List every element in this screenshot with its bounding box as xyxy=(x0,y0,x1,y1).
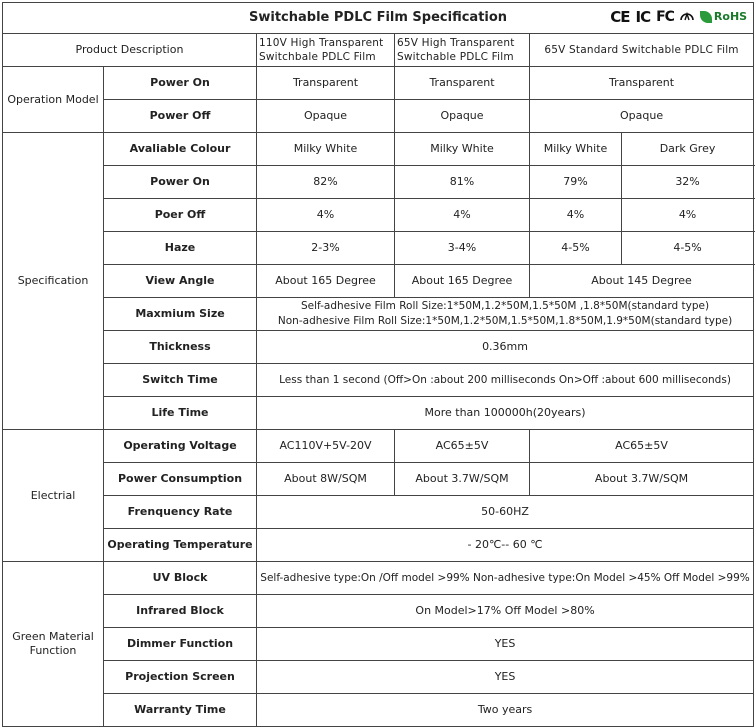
row-label: Thickness xyxy=(104,331,257,364)
fc-mark: FC xyxy=(656,9,674,25)
table-cell: 32% xyxy=(622,166,754,199)
certification-logos xyxy=(610,9,747,25)
category-green-material: Green Material Function xyxy=(3,562,104,727)
table-cell: 82% xyxy=(257,166,395,199)
product-col-65v-standard: 65V Standard Switchable PDLC Film xyxy=(530,34,754,67)
table-cell: AC110V+5V-20V xyxy=(257,430,395,463)
category-operation-model: Operation Model xyxy=(3,67,104,133)
row-label: Warranty Time xyxy=(104,694,257,727)
table-cell: On Model>17% Off Model >80% xyxy=(257,595,754,628)
rcm-icon xyxy=(680,9,694,21)
row-label: Projection Screen xyxy=(104,661,257,694)
table-cell: About 3.7W/SQM xyxy=(530,463,754,496)
row-label: Power On xyxy=(104,166,257,199)
table-cell: Transparent xyxy=(257,67,395,100)
row-label: View Angle xyxy=(104,265,257,298)
table-cell: YES xyxy=(257,661,754,694)
row-label: Avaliable Colour xyxy=(104,133,257,166)
category-electrial: Electrial xyxy=(3,430,104,562)
table-cell: More than 100000h(20years) xyxy=(257,397,754,430)
table-cell: Two years xyxy=(257,694,754,727)
page-title: Switchable PDLC Film Specification xyxy=(249,10,508,25)
row-label: Switch Time xyxy=(104,364,257,397)
rohs-mark xyxy=(700,10,747,24)
ce-mark: CE xyxy=(610,8,630,26)
leaf-icon xyxy=(700,11,712,23)
table-cell: AC65±5V xyxy=(530,430,754,463)
table-cell: 50-60HZ xyxy=(257,496,754,529)
table-cell: Self-adhesive type:On /Off model >99% Non-adhesive type:On Model >45% Off Model >99% xyxy=(257,562,754,595)
table-cell: 4% xyxy=(395,199,530,232)
product-description-header: Product Description xyxy=(3,34,257,67)
table-cell: About 3.7W/SQM xyxy=(395,463,530,496)
category-specification: Specification xyxy=(3,133,104,430)
title-cell xyxy=(3,3,754,34)
ic-mark: IC xyxy=(635,8,651,26)
table-cell: About 165 Degree xyxy=(257,265,395,298)
row-label: Frenquency Rate xyxy=(104,496,257,529)
table-cell: 79% xyxy=(530,166,622,199)
table-cell: Opaque xyxy=(257,100,395,133)
row-label: Haze xyxy=(104,232,257,265)
table-cell: YES xyxy=(257,628,754,661)
row-label: Infrared Block xyxy=(104,595,257,628)
table-cell: AC65±5V xyxy=(395,430,530,463)
table-cell: Transparent xyxy=(530,67,754,100)
table-cell: Milky White xyxy=(530,133,622,166)
max-size-non-adhesive: Non-adhesive Film Roll Size:1*50M,1.2*50M,1.5*50M,1.8*50M,1.9*50M(standard type) xyxy=(277,315,733,327)
row-label: UV Block xyxy=(104,562,257,595)
row-label: Power On xyxy=(104,67,257,100)
table-cell: Dark Grey xyxy=(622,133,754,166)
max-size-cell xyxy=(257,298,754,331)
row-label: Life Time xyxy=(104,397,257,430)
row-label: Power Off xyxy=(104,100,257,133)
max-size-self-adhesive: Self-adhesive Film Roll Size:1*50M,1.2*50M,1.5*50M ,1.8*50M(standard type) xyxy=(300,300,710,312)
table-cell: Less than 1 second (Off>On :about 200 milliseconds On>Off :about 600 milliseconds) xyxy=(257,364,754,397)
table-cell: 4% xyxy=(530,199,622,232)
table-cell: Milky White xyxy=(395,133,530,166)
table-cell: About 145 Degree xyxy=(530,265,754,298)
row-label: Operating Temperature xyxy=(104,529,257,562)
table-cell: About 165 Degree xyxy=(395,265,530,298)
table-cell: 3-4% xyxy=(395,232,530,265)
table-cell: Milky White xyxy=(257,133,395,166)
table-cell: 4% xyxy=(257,199,395,232)
table-cell: 0.36mm xyxy=(257,331,754,364)
spec-table xyxy=(2,2,754,727)
row-label: Poer Off xyxy=(104,199,257,232)
row-label: Dimmer Function xyxy=(104,628,257,661)
product-col-110v: 110V High Transparent Switchbale PDLC Film xyxy=(257,34,395,67)
table-cell: 4% xyxy=(622,199,754,232)
table-cell: 81% xyxy=(395,166,530,199)
rohs-label: RoHS xyxy=(713,10,748,23)
row-label: Power Consumption xyxy=(104,463,257,496)
table-cell: Opaque xyxy=(530,100,754,133)
row-label: Maxmium Size xyxy=(104,298,257,331)
spec-sheet xyxy=(2,2,753,725)
table-cell: Opaque xyxy=(395,100,530,133)
table-cell: 4-5% xyxy=(530,232,622,265)
table-cell: - 20℃-- 60 ℃ xyxy=(257,529,754,562)
table-cell: About 8W/SQM xyxy=(257,463,395,496)
table-cell: 2-3% xyxy=(257,232,395,265)
table-cell: 4-5% xyxy=(622,232,754,265)
row-label: Operating Voltage xyxy=(104,430,257,463)
rcm-mark xyxy=(680,9,694,25)
table-cell: Transparent xyxy=(395,67,530,100)
product-col-65v-high: 65V High Transparent Switchable PDLC Film xyxy=(395,34,530,67)
